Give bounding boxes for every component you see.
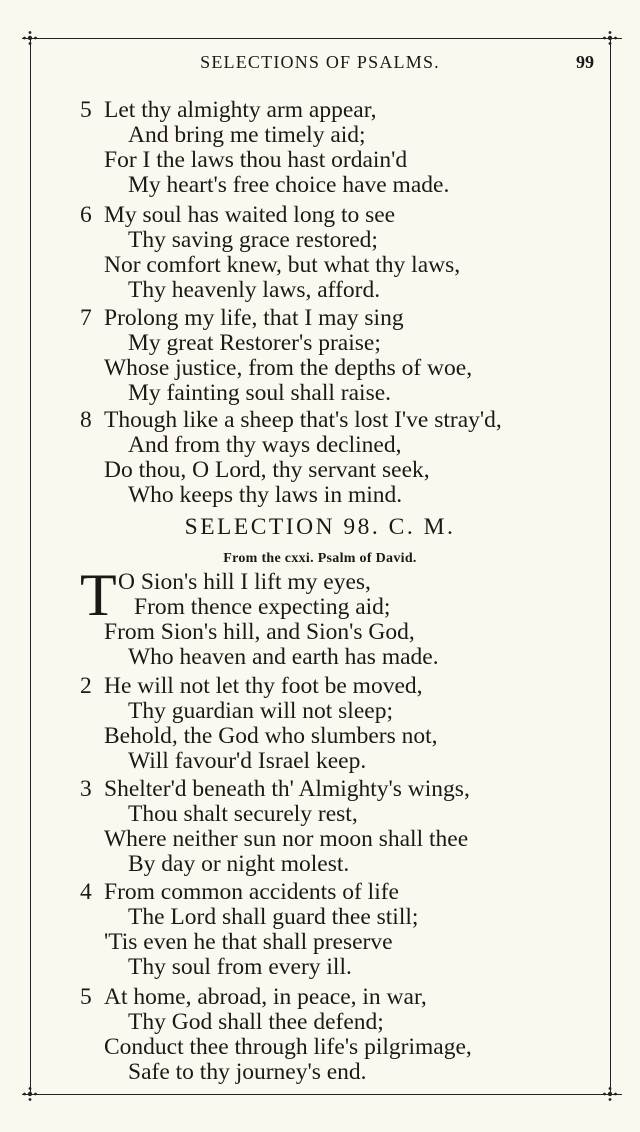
verse-line: He will not let thy foot be moved, bbox=[104, 673, 423, 699]
verse-line: Thou shalt securely rest, bbox=[128, 801, 358, 827]
verse-line: My great Restorer's praise; bbox=[128, 330, 381, 356]
verse-line: Conduct thee through life's pilgrimage, bbox=[104, 1034, 472, 1060]
verse-line: For I the laws thou hast ordain'd bbox=[104, 147, 408, 173]
verse-line: And from thy ways declined, bbox=[128, 432, 402, 458]
verse-line: And bring me timely aid; bbox=[128, 122, 366, 148]
stanza-number: 5 bbox=[80, 97, 92, 123]
verse-line: Thy heavenly laws, afford. bbox=[128, 277, 381, 303]
verse-line: Safe to thy journey's end. bbox=[128, 1059, 367, 1085]
verse-line: From Sion's hill, and Sion's God, bbox=[104, 619, 415, 645]
verse-line: My fainting soul shall raise. bbox=[128, 380, 392, 406]
verse-line: My heart's free choice have made. bbox=[128, 172, 450, 198]
verse-line: Who heaven and earth has made. bbox=[128, 644, 439, 670]
selection-title: SELECTION 98. C. M. bbox=[184, 514, 456, 540]
verse-line: Shelter'd beneath th' Almighty's wings, bbox=[104, 776, 470, 802]
verse-line: Will favour'd Israel keep. bbox=[128, 748, 367, 774]
verse-line: From thence expecting aid; bbox=[134, 594, 391, 620]
verse-line: 'Tis even he that shall preserve bbox=[104, 929, 393, 955]
stanza-number: 3 bbox=[80, 776, 92, 802]
corner-ornament-icon bbox=[602, 30, 618, 46]
verse-line: Who keeps thy laws in mind. bbox=[128, 482, 403, 508]
stanza-number: 2 bbox=[80, 673, 92, 699]
bottom-border-rule bbox=[22, 1094, 622, 1095]
verse-line: At home, abroad, in peace, in war, bbox=[104, 984, 427, 1010]
verse-line: Thy saving grace restored; bbox=[128, 227, 378, 253]
verse-line: Thy God shall thee defend; bbox=[128, 1009, 384, 1035]
page-header bbox=[40, 52, 600, 78]
verse-line: Prolong my life, that I may sing bbox=[104, 305, 404, 331]
corner-ornament-icon bbox=[602, 1086, 618, 1102]
top-border-rule bbox=[22, 38, 622, 39]
stanza-number: 8 bbox=[80, 407, 92, 433]
verse-line: Though like a sheep that's lost I've stray'd, bbox=[104, 407, 502, 433]
verse-line: From common accidents of life bbox=[104, 879, 399, 905]
verse-line: Thy soul from every ill. bbox=[128, 954, 352, 980]
verse-line: Nor comfort knew, but what thy laws, bbox=[104, 252, 461, 278]
running-head: SELECTIONS OF PSALMS. bbox=[200, 52, 440, 72]
verse-line: My soul has waited long to see bbox=[104, 202, 396, 228]
selection-source: From the cxxi. Psalm of David. bbox=[223, 551, 417, 566]
verse-line: Do thou, O Lord, thy servant seek, bbox=[104, 457, 430, 483]
verse-line: Behold, the God who slumbers not, bbox=[104, 723, 438, 749]
stanza-number: 6 bbox=[80, 202, 92, 228]
verse-line: Let thy almighty arm appear, bbox=[104, 97, 377, 123]
verse-line: By day or night molest. bbox=[128, 851, 350, 877]
page-number: 99 bbox=[576, 52, 594, 72]
verse-line: O Sion's hill I lift my eyes, bbox=[118, 569, 371, 595]
verse-line: The Lord shall guard thee still; bbox=[128, 904, 419, 930]
corner-ornament-icon bbox=[22, 30, 38, 46]
verse-line: Whose justice, from the depths of woe, bbox=[104, 355, 473, 381]
drop-cap: T bbox=[80, 562, 117, 628]
verse-line: Where neither sun nor moon shall thee bbox=[104, 826, 469, 852]
verse-line: Thy guardian will not sleep; bbox=[128, 698, 393, 724]
stanza-number: 7 bbox=[80, 305, 92, 331]
corner-ornament-icon bbox=[22, 1086, 38, 1102]
stanza-number: 5 bbox=[80, 984, 92, 1010]
stanza-number: 4 bbox=[80, 879, 92, 905]
